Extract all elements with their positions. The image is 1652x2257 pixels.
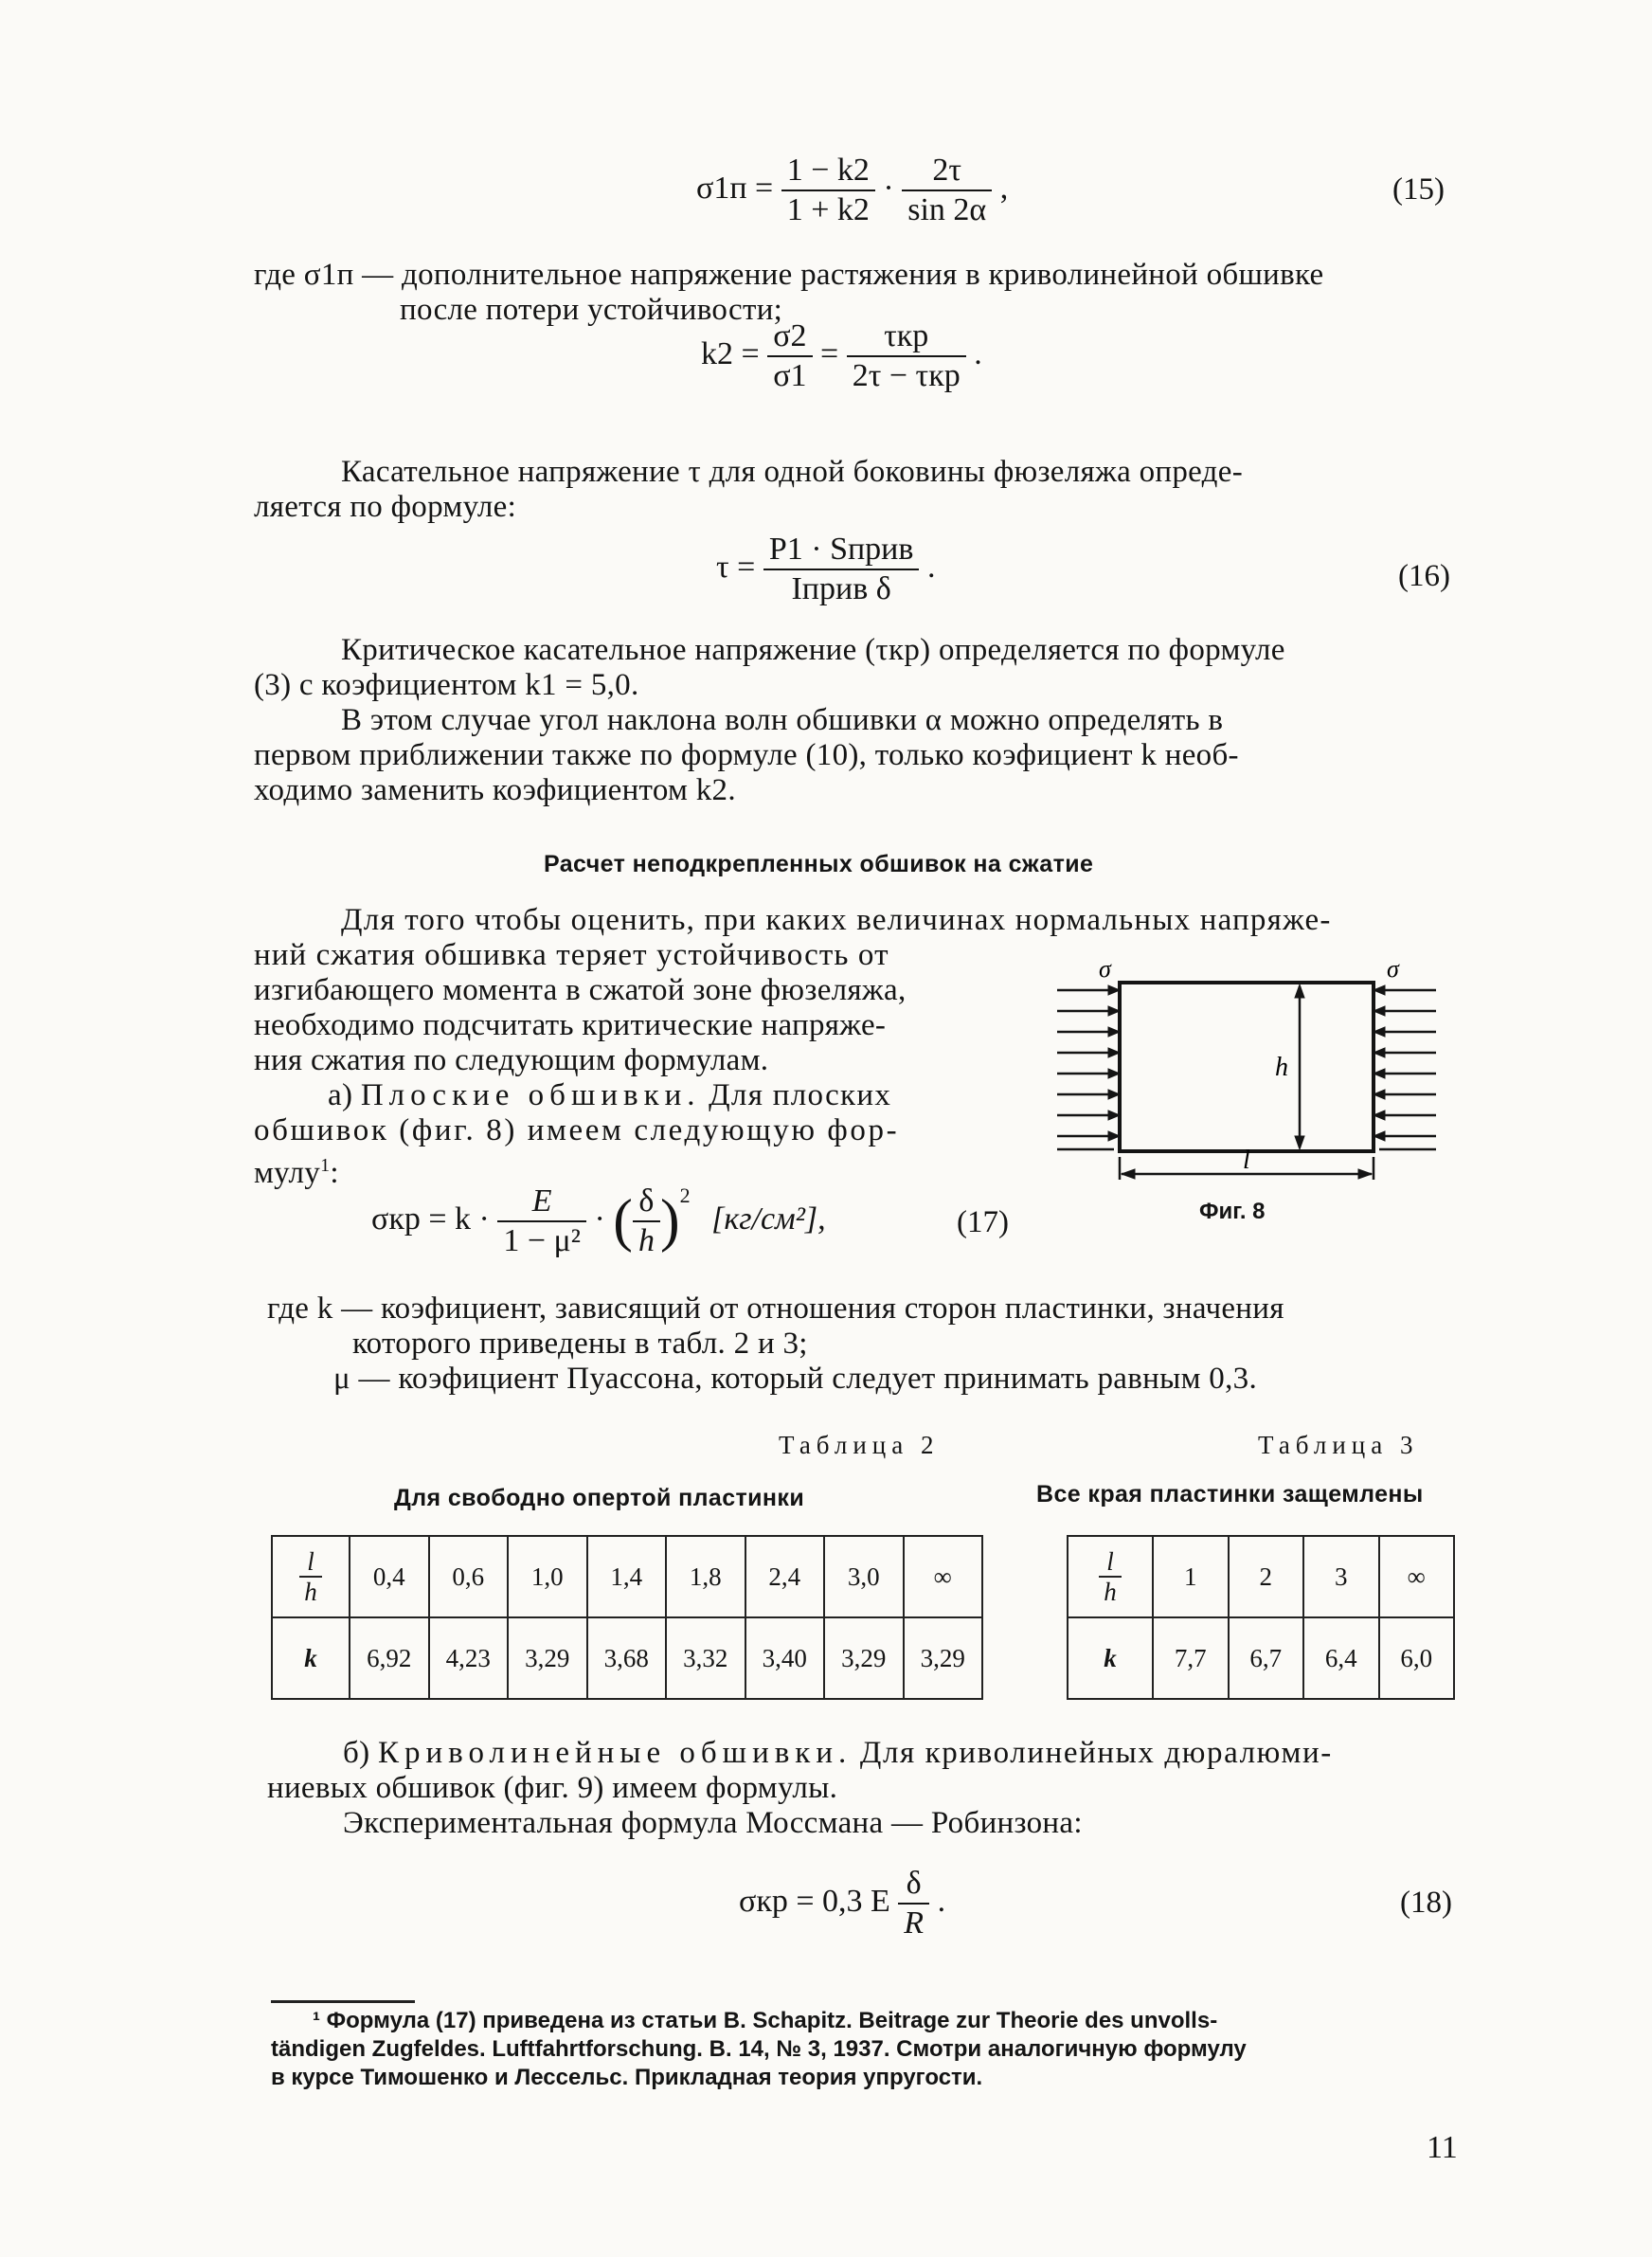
footnote-line1: ¹ Формула (17) приведена из статьи B. Schapitz. Beitrage zur Theorie des unvolls- — [313, 2008, 1218, 2033]
table-2-k-cell: 3,29 — [824, 1617, 904, 1699]
figure-8-sigma-left: σ — [1099, 955, 1111, 983]
table-2-k-cell: 6,92 — [350, 1617, 429, 1699]
formula-15 — [696, 152, 1008, 229]
para-tau-line2: ляется по формуле: — [254, 490, 517, 524]
where2-line2: которого приведены в табл. 2 и 3; — [352, 1327, 808, 1361]
table-2-ratio-num: l — [299, 1547, 322, 1578]
table-2-ratio-cell: 0,4 — [350, 1536, 429, 1617]
formula-15-den2: sin 2α — [907, 192, 987, 227]
formula-16-tail: . — [926, 549, 936, 585]
para-flat-lead: а) — [328, 1078, 353, 1112]
table-2-k-row — [272, 1617, 982, 1699]
table-2-ratio-row — [272, 1536, 982, 1617]
formula-17-power: 2 — [679, 1183, 691, 1207]
formula-k2-lhs: k2 = — [701, 335, 760, 371]
paragraph-critical — [254, 633, 1457, 808]
para-flat-spaced: Плоские обшивки. — [360, 1078, 701, 1112]
table-2-ratio-cell: 1,0 — [508, 1536, 587, 1617]
formula-k2-num2: τкр — [847, 317, 966, 357]
formula-16-fraction — [763, 531, 920, 608]
paragraph-tau — [254, 455, 1457, 525]
para-flat-footnote-mark: 1 — [320, 1155, 331, 1176]
table-2-k-cell: 4,23 — [429, 1617, 509, 1699]
table-3-title: Все края пластинки защемлены — [1036, 1481, 1424, 1508]
formula-16-den: Iприв δ — [791, 571, 891, 606]
para-curved-line3: Экспериментальная формула Моссмана — Робинзона: — [343, 1806, 1083, 1840]
formula-17-units: [кг/см²], — [711, 1201, 826, 1237]
formula-18-lhs: σкр = 0,3 E — [739, 1883, 890, 1919]
formula-17-fraction-1 — [497, 1183, 586, 1260]
formula-17-num2: δ — [633, 1183, 660, 1222]
figure-8-l-label: l — [1243, 1146, 1250, 1175]
table-2 — [271, 1535, 983, 1700]
table-3-k-cell: 6,7 — [1229, 1617, 1304, 1699]
footnote — [271, 2007, 1464, 2092]
formula-16-number: (16) — [1398, 559, 1450, 593]
section-heading: Расчет неподкрепленных обшивок на сжатие — [544, 851, 1094, 877]
formula-15-num1: 1 − k2 — [781, 152, 875, 191]
figure-8-sigma-right: σ — [1387, 955, 1399, 983]
table-2-ratio-den: h — [304, 1578, 317, 1606]
table-2-label: Таблица 2 — [779, 1431, 940, 1459]
formula-15-dot: · — [883, 170, 894, 206]
table-3-k-cell: 6,4 — [1303, 1617, 1379, 1699]
table-3-k-cell: 7,7 — [1153, 1617, 1229, 1699]
formula-16-lhs: τ = — [716, 549, 756, 585]
formula-17: σкр = k · $\frac{E}{\text{1 − μ²}}$ · ( $\frac{\delta}{h}$ )$^2$ [кг/см²], — [371, 1183, 826, 1258]
formula-18-num: δ — [898, 1865, 929, 1905]
figure-8 — [1050, 952, 1447, 1218]
formula-17-lhs: σкр = k · — [371, 1201, 490, 1237]
table-3-label: Таблица 3 — [1258, 1431, 1419, 1459]
figure-8-left-arrows — [1057, 985, 1120, 1149]
para-compress-line3: изгибающего момента в сжатой зоне фюзеляжа, — [254, 973, 907, 1007]
formula-k2-den2: 2τ − τкр — [852, 358, 961, 393]
formula-15-fraction-2 — [902, 152, 992, 229]
table-2-k-cell: 3,29 — [904, 1617, 983, 1699]
table-3-ratio-cell: 1 — [1153, 1536, 1229, 1617]
para-crit-line2: (3) с коэфициентом k1 = 5,0. — [254, 668, 639, 702]
formula-17-fraction-2 — [633, 1183, 660, 1260]
formula-15-tail: , — [999, 170, 1009, 206]
figure-8-right-arrows — [1374, 985, 1436, 1149]
table-2-ratio-cell: 3,0 — [824, 1536, 904, 1617]
footnote-line3: в курсе Тимошенко и Лессельс. Прикладная теория упругости. — [271, 2065, 983, 2090]
formula-k2-num1: σ2 — [767, 317, 812, 357]
where-k-mu — [267, 1291, 1470, 1397]
table-2-k-cell: 3,68 — [587, 1617, 667, 1699]
formula-17-number: (17) — [957, 1205, 1009, 1239]
table-3-ratio-row — [1068, 1536, 1454, 1617]
table-3-ratio-cell: ∞ — [1379, 1536, 1455, 1617]
formula-k2-eq: = — [820, 335, 839, 371]
formula-18 — [739, 1865, 945, 1942]
figure-8-caption: Фиг. 8 — [1199, 1199, 1266, 1224]
paragraph-curved — [267, 1736, 1470, 1841]
table-3-ratio-header — [1068, 1536, 1153, 1617]
para-crit-line5: ходимо заменить коэфициентом k2. — [254, 773, 736, 807]
footnote-rule — [271, 2000, 415, 2003]
formula-18-number: (18) — [1400, 1886, 1452, 1920]
page-number: 11 — [1427, 2130, 1458, 2165]
para-compress-line4: необходимо подсчитать критические напряже- — [254, 1008, 887, 1042]
table-3-ratio-cell: 3 — [1303, 1536, 1379, 1617]
table-3-ratio-den: h — [1104, 1578, 1117, 1606]
where2-line1: где k — коэфициент, зависящий от отношения сторон пластинки, значения — [267, 1291, 1284, 1326]
para-curved-line1 — [267, 1736, 1470, 1771]
where1-intro: где σ1п — — [254, 258, 394, 292]
table-3-k-header: k — [1068, 1617, 1153, 1699]
formula-17-dot: · — [594, 1201, 605, 1237]
table-2-ratio-header — [272, 1536, 350, 1617]
para-crit-line4: первом приближении также по формуле (10), только коэфициент k необ- — [254, 738, 1239, 772]
where1-line1: дополнительное напряжение растяжения в криволинейной обшивке — [402, 258, 1324, 292]
para-crit-line3: В этом случае угол наклона волн обшивки α можно определять в — [341, 703, 1224, 737]
para-flat-line3-tail: : — [330, 1156, 339, 1190]
para-curved-lead: б) — [343, 1736, 370, 1770]
formula-k2-tail: . — [974, 335, 982, 371]
formula-17-den1: 1 − μ² — [503, 1223, 581, 1258]
formula-k2-den1: σ1 — [773, 358, 807, 393]
formula-18-tail: . — [937, 1883, 946, 1919]
table-3-k-row — [1068, 1617, 1454, 1699]
para-flat-line2: обшивок (фиг. 8) имеем следующую фор- — [254, 1113, 900, 1147]
para-tau-line1: Касательное напряжение τ для одной боковины фюзеляжа опреде- — [341, 455, 1243, 489]
figure-8-h-label: h — [1275, 1053, 1288, 1082]
table-3-k-cell: 6,0 — [1379, 1617, 1455, 1699]
para-curved-line2: ниевых обшивок (фиг. 9) имеем формулы. — [267, 1771, 838, 1805]
table-2-k-cell: 3,29 — [508, 1617, 587, 1699]
para-crit-line1: Критическое касательное напряжение (τкр) определяется по формуле — [341, 633, 1285, 667]
table-3-ratio-num: l — [1099, 1547, 1122, 1578]
where1-line2: после потери устойчивости; — [400, 293, 783, 327]
para-compress-line5: ния сжатия по следующим формулам. — [254, 1043, 769, 1077]
para-flat-line3: мулу — [254, 1156, 321, 1190]
formula-15-lhs: σ1п = — [696, 170, 774, 206]
footnote-line2: tändigen Zugfeldes. Luftfahrtforschung. B. 14, № 3, 1937. Смотри аналогичную формулу — [271, 2036, 1247, 2062]
formula-17-den2: h — [637, 1223, 655, 1258]
table-2-k-cell: 3,40 — [745, 1617, 825, 1699]
formula-16 — [716, 531, 935, 608]
table-3-ratio-cell: 2 — [1229, 1536, 1304, 1617]
formula-16-num: P1 · Sприв — [763, 531, 920, 570]
para-curved-rest: Для криволинейных дюралюми- — [859, 1736, 1333, 1770]
where2-line3: μ — коэфициент Пуассона, который следует принимать равным 0,3. — [333, 1362, 1258, 1396]
formula-k2-fraction-1 — [767, 317, 812, 395]
formula-15-num2: 2τ — [902, 152, 992, 191]
table-3 — [1067, 1535, 1455, 1700]
formula-18-den: R — [904, 1905, 925, 1941]
formula-15-den1: 1 + k2 — [786, 192, 870, 227]
table-2-ratio-cell: 1,4 — [587, 1536, 667, 1617]
formula-k2 — [701, 317, 982, 395]
table-2-ratio-cell: 0,6 — [429, 1536, 509, 1617]
para-compress-line1: Для того чтобы оценить, при каких величинах нормальных напряже- — [341, 903, 1332, 937]
formula-15-fraction-1 — [781, 152, 875, 229]
table-2-title: Для свободно опертой пластинки — [394, 1485, 805, 1511]
para-compress-line2: ний сжатия обшивка теряет устойчивость от — [254, 938, 889, 972]
table-2-k-header: k — [272, 1617, 350, 1699]
table-2-ratio-cell: 1,8 — [666, 1536, 745, 1617]
table-2-ratio-cell: 2,4 — [745, 1536, 825, 1617]
para-curved-spaced: Криволинейные обшивки. — [377, 1736, 853, 1770]
table-2-ratio-cell: ∞ — [904, 1536, 983, 1617]
formula-17-num1: E — [497, 1183, 586, 1222]
table-2-k-cell: 3,32 — [666, 1617, 745, 1699]
formula-15-number: (15) — [1392, 172, 1445, 207]
formula-k2-fraction-2 — [847, 317, 966, 395]
formula-18-fraction — [898, 1865, 929, 1942]
para-flat-rest: Для плоских — [709, 1078, 892, 1112]
